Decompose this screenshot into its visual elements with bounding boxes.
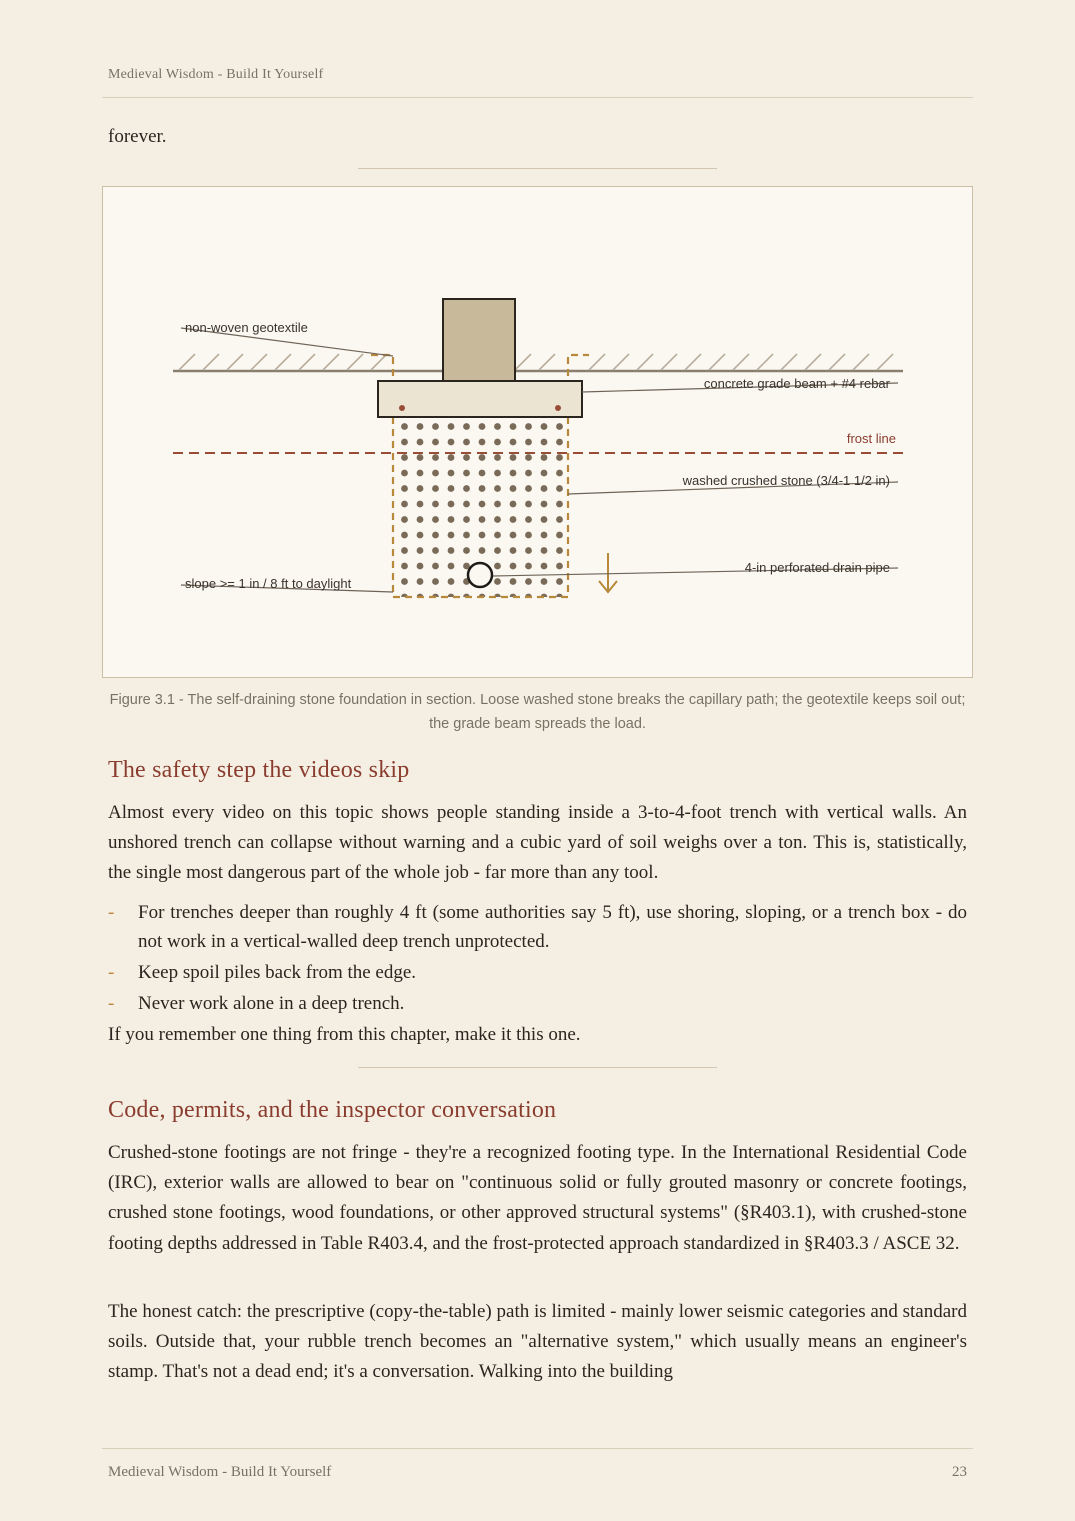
ground-hatching <box>179 354 893 370</box>
label-slope: slope >= 1 in / 8 ft to daylight <box>185 576 352 591</box>
rebar-right <box>555 405 561 411</box>
code-paragraph-2: The honest catch: the prescriptive (copy-the-table) path is limited - mainly lower seismic categories and standard soils. Outside that, your rubble trench becomes an "alternative system," which usually means an engineer's stamp. That's not a dead end; it's a conversation. Walking into the building <box>108 1301 967 1383</box>
safety-paragraph: Almost every video on this topic shows people standing inside a 3-to-4-foot trench with vertical walls. An unshored trench can collapse without warning and a cubic yard of soil weighs over a ton. This is, statistically, the single most dangerous part of the whole job - far more than any tool. <box>108 802 967 884</box>
figure-caption: Figure 3.1 - The self-draining stone foundation in section. Loose washed stone breaks the capillary path; the geotextile keeps soil out; the grade beam spreads the load. <box>109 692 966 732</box>
code-paragraph-1: Crushed-stone footings are not fringe - they're a recognized footing type. In the International Residential Code (IRC), exterior walls are allowed to bear on "continuous solid or fully grouted masonry or concrete footings, crushed stone footings, wood foundations, or other approved structural systems" (§R403.1), with crushed-stone footing depths addressed in Table R403.4, and the frost-protected approach standardized in §R403.3 / ASCE 32. <box>108 1142 967 1254</box>
label-grade-beam: concrete grade beam + #4 rebar <box>703 376 890 391</box>
page-number: 23 <box>952 1464 967 1480</box>
running-footer: Medieval Wisdom - Build It Yourself <box>108 1464 332 1480</box>
intro-fragment: forever. <box>108 126 167 147</box>
bullet-text: For trenches deeper than roughly 4 ft (some authorities say 5 ft), use shoring, sloping, or a trench box - do not work in a vertical-walled deep trench unprotected. <box>138 902 967 952</box>
bullet-text: Never work alone in a deep trench. <box>138 993 405 1014</box>
grade-beam <box>378 381 582 417</box>
section-heading-code: Code, permits, and the inspector conversation <box>108 1097 557 1123</box>
safety-bullet-list <box>108 898 967 1020</box>
wall-block <box>443 299 515 381</box>
running-header: Medieval Wisdom - Build It Yourself <box>108 67 324 82</box>
footer-rule <box>102 1448 973 1449</box>
label-crushed-stone: washed crushed stone (3/4-1 1/2 in) <box>682 473 890 488</box>
label-frost-line: frost line <box>846 431 896 446</box>
safety-closing: If you remember one thing from this chapter, make it this one. <box>108 1024 581 1045</box>
bullet-marker: - <box>108 962 115 983</box>
section-divider <box>358 168 717 169</box>
foundation-section-diagram <box>103 187 972 677</box>
list-item <box>108 958 967 987</box>
bullet-text: Keep spoil piles back from the edge. <box>138 962 417 983</box>
header-rule <box>102 97 973 98</box>
drain-pipe <box>468 563 492 587</box>
bullet-marker: - <box>108 902 115 923</box>
bullet-marker: - <box>108 993 115 1014</box>
label-drain-pipe: 4-in perforated drain pipe <box>744 560 890 575</box>
rebar-left <box>399 405 405 411</box>
section-divider <box>358 1067 717 1068</box>
label-geotextile: non-woven geotextile <box>185 320 308 335</box>
section-heading-safety: The safety step the videos skip <box>108 757 410 783</box>
figure-frame <box>102 186 973 678</box>
list-item <box>108 898 967 956</box>
list-item <box>108 989 967 1018</box>
